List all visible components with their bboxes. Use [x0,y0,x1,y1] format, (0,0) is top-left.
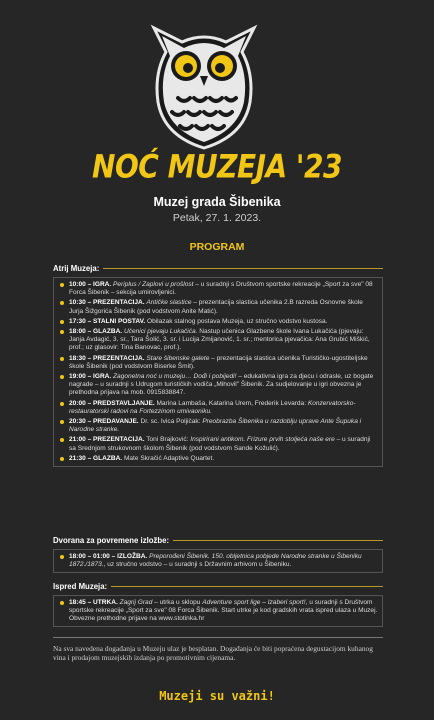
list-item: 21:00 – PREZENTACIJA. Toni Brajković: Inspirirani antikom. Frizure prvih stoljeća naše ere – u suradnji sa Srednjom strukovnom školom Šibenik (pod vodstvom Sande Kožulić). [60,436,378,452]
event-list [53,549,383,573]
bullet-dot-icon [60,457,64,461]
list-item: 18:00 – GLAZBA. Učenici pjevaju Lukačića. Nastup učenica Glazbene škole Ivana Lukačića (pjevaju: Janja Avdagić, 3. sr., Tara Šolić, 3. sr. i Lucija Zmijanović, 1. sr.; mentorica pjevačica: Ana Grubić Miškić, prof.; uz glasovir: Tina Banovac, prof.). [60,328,378,352]
bullet-dot-icon [60,555,64,559]
event-list [53,595,383,627]
event-date: Petak, 27. 1. 2023. [172,212,262,224]
list-item: 18:45 – UTRKA. Zagrij Grad – utrka u sklopu Adventure sport lige – Izaberi sport!, u suradnji s Društvom sportske rekreacije „Sport za sve" 08 Forca Šibenik. Start utrke je kod gradskih vrata ispred ulaza u Muzej. Obvezne prethodne prijave na www.stotinka.hr [60,599,378,623]
bullet-dot-icon [60,438,64,442]
slogan: Muzeji su važni! [159,689,275,703]
bullet-dot-icon [60,420,64,424]
event-list [53,277,383,467]
section-divider [173,540,383,541]
bullet-dot-icon [60,283,64,287]
museum-name: Muzej grada Šibenika [153,195,281,209]
bullet-dot-icon [60,375,64,379]
event-title: NOĆ MUZEJA '23 [92,147,342,186]
bullet-dot-icon [60,402,64,406]
list-item: 10:00 – IGRA. Periplus / Zaplovi u prošlost – u suradnji s Društvom sportske rekreacije „Sport za sve" 08 Forca Šibenik – sekcija umirovljenici. [60,281,378,297]
list-item: 18:00 – 01:00 – IZLOŽBA. Preporođeni Šibenik. 150. obljetnica pobjede Narodne stranke u Šibeniku 1872./1873., uz stručno vodstvo – u suradnji s Državnim arhivom u Šibeniku. [60,553,378,569]
bullet-dot-icon [60,357,64,361]
bullet-dot-icon [60,330,64,334]
program-heading: PROGRAM [189,241,245,253]
bullet-dot-icon [60,320,64,324]
section-title: Dvorana za povremene izložbe: [53,536,170,545]
list-item: 20:00 – PREDSTAVLJANJE. Marina Lambaša, Katarina Urem, Frederik Levarda: Konzervatorsko-restauratorski radovi na Fortezzinom umivaoniku. [60,400,378,416]
section-dvorana [53,536,383,573]
list-item: 10:30 – PREZENTACIJA. Antičke slastice – prezentacija slastica učenika 2.B razreda Osnovne škole Jurja Šižgorića Šibenik (pod vodstvom Anite Matić). [60,299,378,315]
section-atrij [53,264,383,467]
section-divider [103,268,383,269]
section-divider [111,586,383,587]
list-item: 18:30 – PREZENTACIJA. Stare šibenske galete – prezentacija slastica učenika Turističko-ugostiteljske škole Šibenik (pod vodstvom Biserke Šmit). [60,355,378,371]
owl-logo-icon [148,24,260,152]
bullet-dot-icon [60,601,64,605]
list-item: 20:30 – PREDAVANJE. Dr. sc. Ivica Poljičak: Preobrazba Šibenika u razdoblju uprave Ante Šupuka i Narodne stranke. [60,418,378,434]
section-ispred [53,582,383,627]
list-item: 17:30 – STALNI POSTAV. Obilazak stalnog postava Muzeja, uz stručno vodstvo kustosa. [60,318,378,326]
bullet-dot-icon [60,301,64,305]
footer-divider [53,637,383,638]
list-item: 19:00 – IGRA. Zagonetna noć u muzeju… Dođi i pobijedi! – edukativna igra za djecu i odrasle, uz bogate nagrade – u suradnji s Udrugom turističkih vodiča „Mihovil" Šibenik. Za sudjelovanje u igri obvezna je prethodna prijava na mob. 0915838847. [60,373,378,397]
list-item: 21:30 – GLAZBA. Mate Skračić Adaptive Quartet. [60,455,378,463]
footer-note: Na sva navedena događanja u Muzeju ulaz je besplatan. Događanja će biti popraćena degustacijom kuhanog vina i prodajom muzejskih izdanja po promotivnim cijenama. [53,644,373,663]
section-title: Ispred Muzeja: [53,582,108,591]
section-title: Atrij Muzeja: [53,264,100,273]
